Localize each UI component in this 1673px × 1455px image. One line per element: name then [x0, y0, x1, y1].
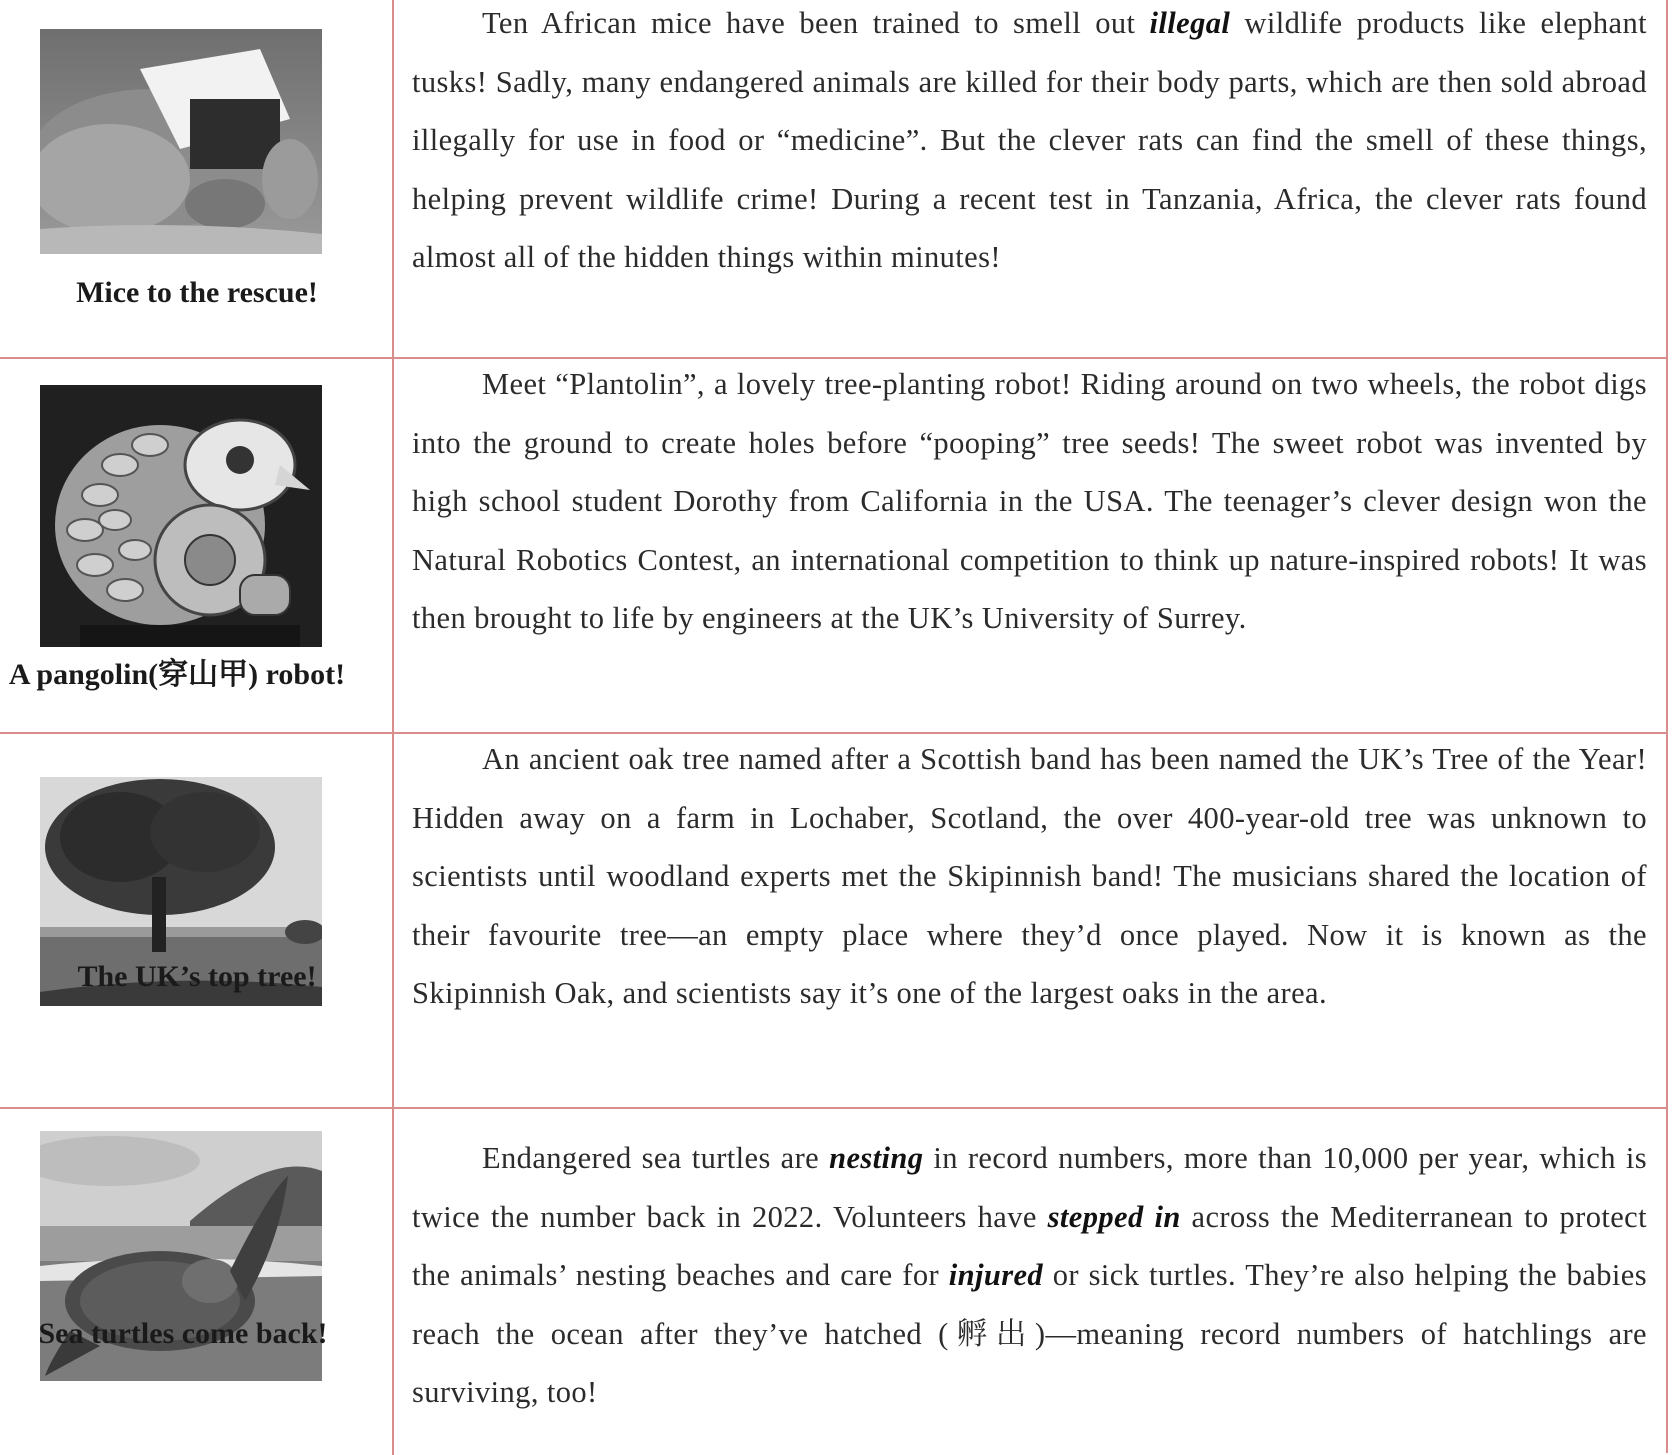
article-text: [412, 730, 1647, 1023]
row-caption: The UK’s top tree!: [77, 960, 317, 993]
image-cell: [0, 1109, 394, 1455]
row-caption: A pangolin(穿山甲) robot!: [8, 658, 346, 691]
table-row: [0, 357, 1666, 734]
table-row: [0, 732, 1666, 1109]
article-paragraph: [412, 1129, 1647, 1422]
article-paragraph: [412, 355, 1647, 648]
pangolin-robot-photo-icon: [40, 385, 322, 647]
text-run: Meet “Plantolin”, a lovely tree-planting robot! Riding around on two wheels, the robot digs into the ground to create holes before “pooping” tree seeds! The sweet robot was invented by high school student Dorothy from California in the USA. The teenager’s clever design won the Natural Robotics Contest, an international competition to think up nature-inspired robots! It was then brought to life by engineers at the UK’s University of Surrey.: [412, 367, 1647, 635]
emphasized-word: nesting: [829, 1141, 924, 1175]
row-caption: Mice to the rescue!: [76, 276, 318, 309]
row-caption: Sea turtles come back!: [38, 1317, 328, 1350]
article-paragraph: [412, 730, 1647, 1023]
text-run: across the Mediterranean to protect the animals’ nesting beaches and care for: [412, 1199, 1647, 1292]
text-run: in record numbers, more than 10,000 per year, which is twice the number back in 2022. Volunteers have: [412, 1141, 1647, 1234]
article-text: [412, 1129, 1647, 1422]
text-run: Ten African mice have been trained to smell out: [482, 6, 1150, 40]
table-row: [0, 0, 1666, 357]
text-run: or sick turtles. They’re also helping the babies reach the ocean after they’ve hatched (孵出)—meaning record numbers of hatchlings are surviving, too!: [412, 1258, 1647, 1409]
article-text: [412, 0, 1647, 287]
image-cell: [0, 0, 394, 357]
image-cell: [0, 734, 394, 1109]
article-paragraph: [412, 0, 1647, 287]
emphasized-word: stepped in: [1047, 1199, 1181, 1234]
article-text: [412, 355, 1647, 648]
emphasized-word: injured: [948, 1258, 1044, 1292]
text-run: wildlife products like elephant tusks! Sadly, many endangered animals are killed for their body parts, which are then sold abroad illegally for use in food or “medicine”. But the clever rats can find the smell of these things, helping prevent wildlife crime! During a recent test in Tanzania, Africa, the clever rats found almost all of the hidden things within minutes!: [412, 6, 1647, 274]
mouse-photo-icon: [40, 29, 322, 254]
text-run: An ancient oak tree named after a Scottish band has been named the UK’s Tree of the Year! Hidden away on a farm in Lochaber, Scotland, the over 400-year-old tree was unknown to scientists until woodland experts met the Skipinnish band! The musicians shared the location of their favourite tree—an empty place where they’d once played. Now it is known as the Skipinnish Oak, and scientists say it’s one of the largest oaks in the area.: [412, 742, 1647, 1010]
text-run: Endangered sea turtles are: [482, 1141, 830, 1175]
table-row: [0, 1107, 1666, 1455]
image-cell: [0, 359, 394, 734]
emphasized-word: illegal: [1149, 6, 1231, 40]
